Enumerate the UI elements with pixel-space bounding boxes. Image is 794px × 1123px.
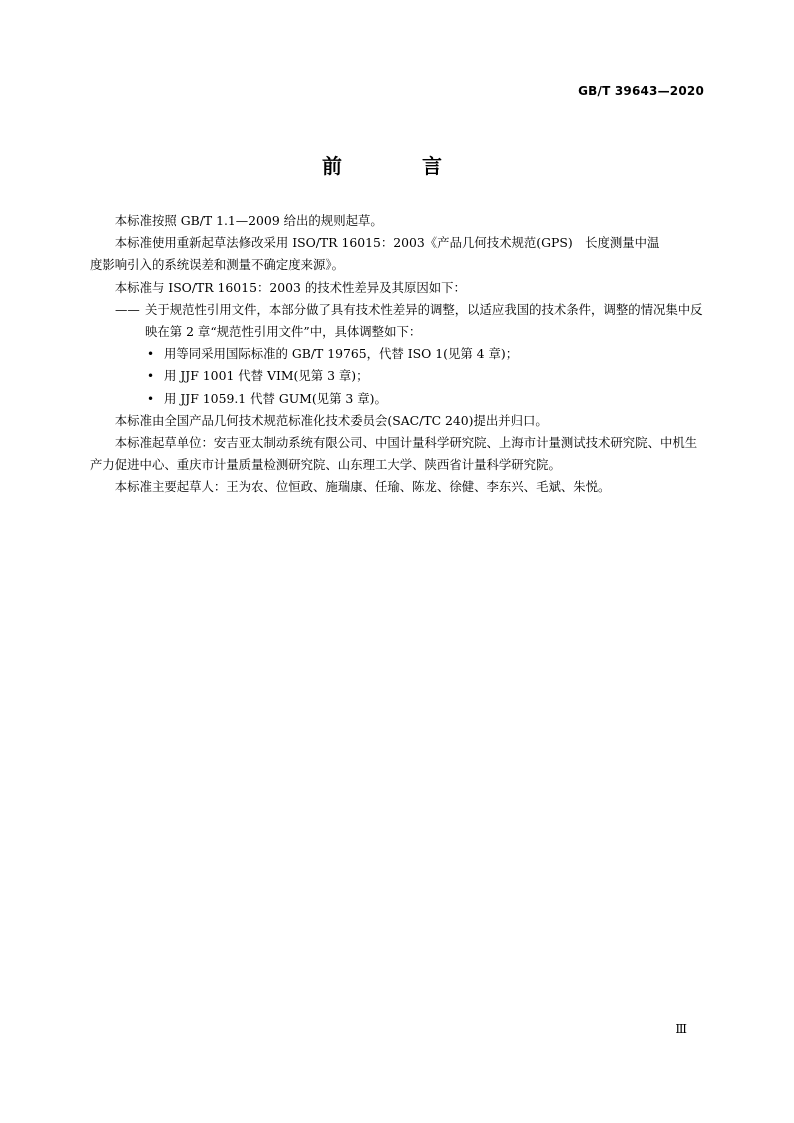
bullet-text: 用 JJF 1001 代替 VIM(见第 3 章)； (164, 368, 369, 384)
document-id: GB/T 39643—2020 (578, 84, 704, 98)
page-title: 前 言 (322, 154, 472, 178)
dash-mark: —— (115, 301, 140, 317)
paragraph-drafting-units: 本标准起草单位：安吉亚太制动系统有限公司、中国计量科学研究院、上海市计量测试技术研究院、中机生产力促进中心、重庆市计量质量检测研究院、山东理工大学、陕西省计量科学研究院。 (90, 435, 698, 473)
bullet-icon: • (147, 347, 155, 362)
bullet-text: 用等同采用国际标准的 GB/T 19765，代替 ISO 1(见第 4 章)； (164, 346, 519, 362)
page-number: Ⅲ (675, 1022, 687, 1036)
bullet-item (90, 343, 704, 365)
paragraph-adoption-line2: 度影响引入的系统误差和测量不确定度来源》。 (90, 257, 345, 273)
paragraph-drafting-rules: 本标准按照 GB/T 1.1—2009 给出的规则起草。 (114, 213, 383, 228)
bullet-icon: • (147, 391, 155, 406)
bullet-item (90, 365, 704, 387)
bullet-text: 用 JJF 1059.1 代替 GUM(见第 3 章)。 (164, 390, 387, 406)
paragraph-committee: 本标准由全国产品几何技术规范标准化技术委员会(SAC/TC 240)提出并归口。 (114, 412, 548, 428)
paragraph-adoption-line1: 本标准使用重新起草法修改采用 ISO/TR 16015：2003《产品几何技术规范(GPS) 长度测量中温 (114, 235, 660, 251)
paragraph-drafters: 本标准主要起草人：王为农、位恒政、施瑞康、任瑜、陈龙、徐健、李东兴、毛斌、朱悦。 (114, 479, 611, 495)
bullet-icon: • (147, 369, 155, 384)
paragraph-differences: 本标准与 ISO/TR 16015：2003 的技术性差异及其原因如下： (114, 279, 466, 295)
document-body (90, 210, 704, 499)
dash-list-item (90, 299, 704, 343)
bullet-item (90, 388, 704, 410)
dash-item-text: 关于规范性引用文件，本部分做了具有技术性差异的调整，以适应我国的技术条件，调整的情况集中反映在第 2 章“规范性引用文件”中，具体调整如下： (145, 301, 703, 340)
